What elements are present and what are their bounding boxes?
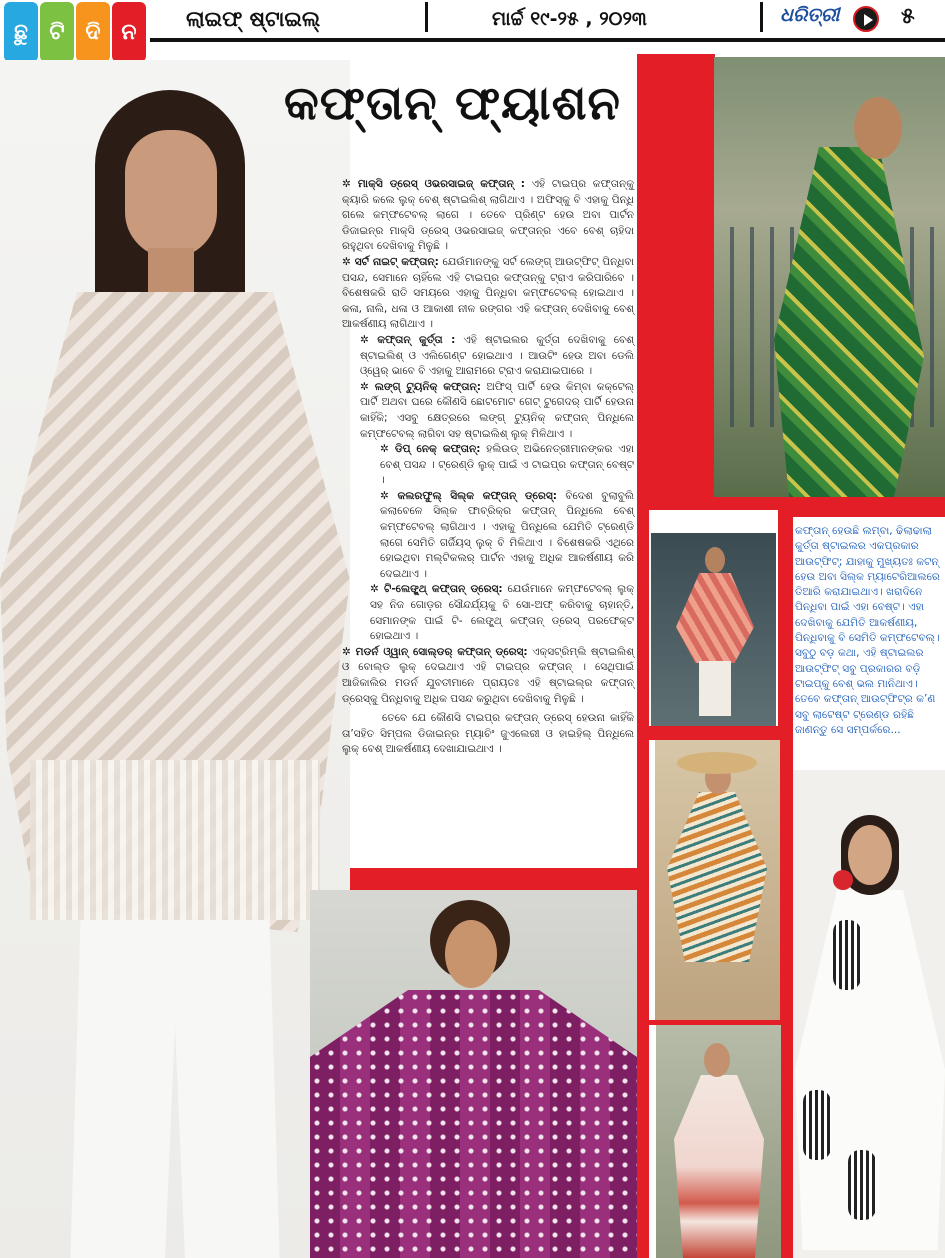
play-icon — [853, 6, 879, 32]
header-rule — [150, 38, 945, 42]
logo-tile: ଦି — [76, 2, 110, 62]
article-paragraph: ✲ ମଡର୍ନ ଓ୍ୱାନ୍ ସୋଲ୍ଡର୍ କଫ୍‌ତାନ୍ ଡ୍ରେସ୍: ଏକ୍ସଟ୍ରିମ୍ଲି ଷ୍ଟାଇଲିଶ୍ ଓ ବୋଲ୍ଡ ଲୁକ୍ ଦେଇଥାଏ ଏହି ଟାଇପ୍‌ର କଫ୍‌ତାନ୍ । ସେଥିପାଇଁ ଆଜିକାଲିର ମଡର୍ନ ଯୁବତୀମାନେ ପ୍ରାୟତଃ ଏହି ଷ୍ଟାଇଲ୍‌ର କଫ୍‌ତାନ୍ ଡ୍ରେସ୍‌କୁ ପିନ୍ଧିବାକୁ ଅଧିକ ପସନ୍ଦ କରୁଥିବା ଦେଖିବାକୁ ମିଳୁଛି । — [342, 645, 634, 705]
logo-tile: ଟି — [40, 2, 74, 62]
logo-tile: ନ — [112, 2, 146, 62]
publisher-brand: ଧରିତ୍ରୀ — [780, 4, 840, 26]
logo-tile: ଛୁ — [4, 2, 38, 62]
paragraph-text: ହଲିଉଡ୍ ଅଭିନେତ୍ରୀମାନଙ୍କର ଏହା ବେଶ୍ ପସନ୍ଦ । ଟ୍ରେଣ୍ଡି ଲୁକ୍ ପାଇଁ ଏ ଟାଇପ୍‌ର କଫ୍‌ତାନ୍ ବେଷ୍ଟ । — [380, 443, 634, 487]
paragraph-lead: ସର୍ଟ ନାଇଟ୍ କଫ୍‌ତାନ୍: — [354, 255, 439, 268]
paragraph-text: ଯେଉଁମାନେ କମ୍ଫଟେବଲ୍ ଲୁକ୍ ସହ ନିଜ ଗୋଡ଼ର ସୌନ୍ଦର୍ଯ୍ୟକୁ ବି ସୋ-ଅଫ୍ କରିବାକୁ ଚାହାନ୍ତି, ସେମାନଙ୍କ ପାଇଁ ଟି- ଲେଙ୍ଗ୍ଥ୍ କଫ୍‌ତାନ୍ ଡ୍ରେସ୍ ପରଫେକ୍ଟ ହୋଇଥାଏ । — [370, 583, 634, 643]
article-paragraph: ✲ ସର୍ଟ ନାଇଟ୍ କଫ୍‌ତାନ୍: ଯେଉଁମାନଙ୍କୁ ସର୍ଟ ଲେଙ୍ଗ୍ ଆଉଟ୍‌ଫିଟ୍ ପିନ୍ଧିବା ପସନ୍ଦ, ସେମାନେ ଚାହିଁଲେ ଏହି ଟାଇପ୍‌ର କଫ୍‌ତାନ୍‌କୁ ଟ୍ରାଏ କରିପାରିବେ । ବିଶେଷକରି ରାତି ସମୟରେ ଏହାକୁ ପିନ୍ଧିବା କମ୍ଫଟେବଲ୍ ହୋଇଥାଏ । କଳା, ନାଲି, ଧଳା ଓ ଆକାଶୀ ନୀଳ ରଙ୍ଗର ଏହି କଫ୍‌ତାନ୍ ଦେଖିବାକୁ ବେଶ୍ ଆକର୍ଷଣୀୟ ଲାଗିଥାଏ । — [342, 255, 634, 331]
paragraph-lead: କଫ୍‌ତାନ୍ କୁର୍ତ୍ତା : — [377, 333, 456, 346]
issue-date: ମାର୍ଚ୍ଚ ୧୯-୨୫ , ୨୦୨୩ — [492, 8, 647, 30]
paragraph-text: ଏହି ଟାଇପ୍‌ର କଫ୍‌ତାନ୍‌କୁ କ୍ୟାରି କଲେ ଲୁକ୍ ବେଶ୍ ଷ୍ଟାଇଲିଶ୍ ଲାଗିଥାଏ । ଅଫିସ୍‌କୁ ବି ଏହାକୁ ପିନ୍ଧି ଗଲେ କମ୍ଫଟେବଲ୍ ଲାଗେ । ତେବେ ପ୍ରିଣ୍ଟ ହେଉ ଅବା ପାର୍ଟନ ଡିଜାଇନ୍‌ର ମାକ୍ସି ଡ୍ରେସ୍ ଓଭରସାଇଜ୍ କଫ୍‌ତାନ୍‌ର ଏବେ ବେଶ୍ ଚାହିଦା ରହୁଥିବା ଦେଖିବାକୁ ମିଳୁଛି । — [342, 178, 634, 253]
header-divider — [425, 2, 428, 32]
paragraph-lead: କଲରଫୁଲ୍ ସିଲ୍କ କଫ୍‌ତାନ୍ ଡ୍ରେସ୍: — [397, 489, 557, 502]
paragraph-lead: ଲଙ୍ଗ୍ ଟ୍ୟୁନିକ୍ କଫ୍‌ତାନ୍: — [374, 380, 481, 393]
article-paragraph: ✲ ଟି-ଲେଙ୍ଗ୍ଥ୍ କଫ୍‌ତାନ୍ ଡ୍ରେସ୍: ଯେଉଁମାନେ କମ୍ଫଟେବଲ୍ ଲୁକ୍ ସହ ନିଜ ଗୋଡ଼ର ସୌନ୍ଦର୍ଯ୍ୟକୁ ବି ସୋ-ଅଫ୍ କରିବାକୁ ଚାହାନ୍ତି, ସେମାନଙ୍କ ପାଇଁ ଟି- ଲେଙ୍ଗ୍ଥ୍ କଫ୍‌ତାନ୍ ଡ୍ରେସ୍ ପରଫେକ୍ଟ ହୋଇଥାଏ । — [370, 583, 634, 643]
section-title: ଲାଇଫ୍ ଷ୍ଟାଇଲ୍ — [186, 7, 321, 31]
pink-kaftan-photo — [656, 1025, 781, 1258]
header-divider — [760, 2, 763, 32]
article-paragraph: ✲ କଫ୍‌ତାନ୍ କୁର୍ତ୍ତା : ଏହି ଷ୍ଟାଇଲର କୁର୍ତ୍ତା ଦେଖିବାକୁ ବେଶ୍ ଷ୍ଟାଇଲିଶ୍ ଓ ଏଲିଗେଣ୍ଟ ହୋଇଥାଏ । ଆଉଟିଂ ହେଉ ଅବା ଡେଲି ଓ୍ୱେର୍ ଭାବେ ବି ଏହାକୁ ଆରାମରେ ଟ୍ରାଏ କରାଯାଇପାରେ । — [360, 333, 634, 378]
intro-sidebar: କଫ୍‌ତାନ୍ ହେଉଛି ଲମ୍ବା, ଢିଲାଢାଲା କୁର୍ତ୍ତା ଷ୍ଟାଇଲର ଏକପ୍ରକାର ଆଉଟ୍‌ଫିଟ୍; ଯାହାକୁ ମୁଖ୍ୟତଃ କଟନ୍ ହେଉ ଅବା ସିଲ୍କ ମ୍ୟାଟେରିଆଲରେ ତିଆରି କରାଯାଇଥାଏ। ଖରାଦିନେ ପିନ୍ଧିବା ପାଇଁ ଏହା ବେଷ୍ଟ। ଏହା ଦେଖିବାକୁ ଯେମିତି ଆକର୍ଷଣୀୟ, ପିନ୍ଧିବାକୁ ବି ସେମିତି କମ୍ଫଟେବଲ୍। ସବୁଠୁ ବଡ଼ କଥା, ଏହି ଷ୍ଟାଇଲର ଆଉଟ୍‌ଫିଟ୍ ସବୁ ପ୍ରକାରର ବଡ଼ି ଟାଇପ୍‌କୁ ବେଶ୍ ଭଲ ମାନିଥାଏ। ତେବେ କଫ୍‌ତାନ୍ ଆଉଟ୍‌ଫିଟ୍‌ର କ’ଣ ସବୁ ଲାଟେଷ୍ଟ ଟ୍ରେଣ୍ଡ ରହିଛି ଜାଣନ୍ତୁ ସେ ସମ୍ପର୍କରେ... — [795, 525, 940, 736]
paragraph-text: ଅଫିସ୍ ପାର୍ଟି ହେଉ କିମ୍ବା କକ୍‌ଟେଲ୍ ପାର୍ଟି ଅଥବା ଘରେ କୌଣସି ଛୋଟମୋଟ ଗେଟ୍ ଟୁଗେଦର୍ ପାର୍ଟି ହେଉନା କାହିଁକି; ଏସବୁ କ୍ଷେତ୍ରରେ ଲଙ୍ଗ୍ ଟ୍ୟୁନିକ୍ କଫ୍‌ତାନ୍ ପିନ୍ଧିଲେ କମ୍ଫଟେବଲ୍ ଲାଗିବା ସହ ଷ୍ଟାଇଲିଶ୍ ଲୁକ୍ ମିଳିଥାଏ । — [360, 380, 634, 440]
article-paragraph: ✲ କଲରଫୁଲ୍ ସିଲ୍କ କଫ୍‌ତାନ୍ ଡ୍ରେସ୍: ବିଦେଶ ବୁଲାବୁଲି କଲାବେଳେ ସିଲ୍କ ଫାବ୍ରିକ୍‌ର କଫ୍‌ତାନ୍ ପିନ୍ଧିଲେ ବେଶ୍ କମ୍ଫଟେବଲ୍ ଲାଗିଥାଏ । ଏହାକୁ ପିନ୍ଧିଲେ ଯେମିତି ଟ୍ରେଣ୍ଡି ଲାଗେ ସେମିତି ଗର୍ଜିୟସ୍ ଲୁକ୍ ବି ମିଳିଥାଏ । ବିଶେଷକରି ଏଥିରେ ହୋଇଥିବା ମଲ୍ଟିକଲର୍ ପାର୍ଟନ ଏହାକୁ ଅଧିକ ଆକର୍ଷଣୀୟ କରି ଦେଇଥାଏ । — [380, 489, 634, 580]
paragraph-text: ବିଦେଶ ବୁଲାବୁଲି କଲାବେଳେ ସିଲ୍କ ଫାବ୍ରିକ୍‌ର କଫ୍‌ତାନ୍ ପିନ୍ଧିଲେ ବେଶ୍ କମ୍ଫଟେବଲ୍ ଲାଗିଥାଏ । ଏହାକୁ ପିନ୍ଧିଲେ ଯେମିତି ଟ୍ରେଣ୍ଡି ଲାଗେ ସେମିତି ଗର୍ଜିୟସ୍ ଲୁକ୍ ବି ମିଳିଥାଏ । ବିଶେଷକରି ଏଥିରେ ହୋଇଥିବା ମଲ୍ଟିକଲର୍ ପାର୍ଟନ ଏହାକୁ ଅଧିକ ଆକର୍ଷଣୀୟ କରି ଦେଇଥାଏ । — [380, 489, 634, 580]
paragraph-text: ଏହି ଷ୍ଟାଇଲର କୁର୍ତ୍ତା ଦେଖିବାକୁ ବେଶ୍ ଷ୍ଟାଇଲିଶ୍ ଓ ଏଲିଗେଣ୍ଟ ହୋଇଥାଏ । ଆଉଟିଂ ହେଉ ଅବା ଡେଲି ଓ୍ୱେର୍ ଭାବେ ବି ଏହାକୁ ଆରାମରେ ଟ୍ରାଏ କରାଯାଇପାରେ । — [360, 333, 634, 378]
paragraph-text: ଯେଉଁମାନଙ୍କୁ ସର୍ଟ ଲେଙ୍ଗ୍ ଆଉଟ୍‌ଫିଟ୍ ପିନ୍ଧିବା ପସନ୍ଦ, ସେମାନେ ଚାହିଁଲେ ଏହି ଟାଇପ୍‌ର କଫ୍‌ତାନ୍‌କୁ ଟ୍ରାଏ କରିପାରିବେ । ବିଶେଷକରି ରାତି ସମୟରେ ଏହାକୁ ପିନ୍ଧିବା କମ୍ଫଟେବଲ୍ ହୋଇଥାଏ । କଳା, ନାଲି, ଧଳା ଓ ଆକାଶୀ ନୀଳ ରଙ୍ଗର ଏହି କଫ୍‌ତାନ୍ ଦେଖିବାକୁ ବେଶ୍ ଆକର୍ଷଣୀୟ ଲାଗିଥାଏ । — [342, 255, 634, 331]
white-kaftan-photo — [793, 770, 945, 1258]
red-frame — [793, 497, 945, 517]
paragraph-lead: ମଡର୍ନ ଓ୍ୱାନ୍ ସୋଲ୍ଡର୍ କଫ୍‌ତାନ୍ ଡ୍ରେସ୍: — [355, 645, 528, 658]
brand-logo — [4, 2, 146, 62]
article-title: କଫ୍‌ତାନ୍ ଫ୍ୟାଶନ — [284, 76, 621, 131]
main-model-photo — [0, 60, 350, 1258]
paragraph-text: ଏକ୍ସଟ୍ରିମ୍ଲି ଷ୍ଟାଇଲିଶ୍ ଓ ବୋଲ୍ଡ ଲୁକ୍ ଦେଇଥାଏ ଏହି ଟାଇପ୍‌ର କଫ୍‌ତାନ୍ । ସେଥିପାଇଁ ଆଜିକାଲିର ମଡର୍ନ ଯୁବତୀମାନେ ପ୍ରାୟତଃ ଏହି ଷ୍ଟାଇଲ୍‌ର କଫ୍‌ତାନ୍ ଡ୍ରେସ୍‌କୁ ପିନ୍ଧିବାକୁ ଅଧିକ ପସନ୍ଦ କରୁଥିବା ଦେଖିବାକୁ ମିଳୁଛି । — [342, 645, 634, 705]
article-paragraph: ✲ ଡିପ୍ ନେକ୍ କଫ୍‌ତାନ୍: ହଲିଉଡ୍ ଅଭିନେତ୍ରୀମାନଙ୍କର ଏହା ବେଶ୍ ପସନ୍ଦ । ଟ୍ରେଣ୍ଡି ଲୁକ୍ ପାଇଁ ଏ ଟାଇପ୍‌ର କଫ୍‌ତାନ୍ ବେଷ୍ଟ । — [380, 443, 634, 487]
page-header — [0, 0, 945, 46]
paragraph-lead: ଡିପ୍ ନେକ୍ କଫ୍‌ତାନ୍: — [394, 443, 481, 456]
rose-kaftan-photo — [651, 533, 776, 726]
page-number: ୫ — [901, 4, 915, 29]
paragraph-lead: ମାକ୍ସି ଡ୍ରେସ୍ ଓଭରସାଇଜ୍ କଫ୍‌ତାନ୍ : — [357, 178, 525, 190]
article-paragraph: ✲ ଲଙ୍ଗ୍ ଟ୍ୟୁନିକ୍ କଫ୍‌ତାନ୍: ଅଫିସ୍ ପାର୍ଟି ହେଉ କିମ୍ବା କକ୍‌ଟେଲ୍ ପାର୍ଟି ଅଥବା ଘରେ କୌଣସି ଛୋଟମୋଟ ଗେଟ୍ ଟୁଗେଦର୍ ପାର୍ଟି ହେଉନା କାହିଁକି; ଏସବୁ କ୍ଷେତ୍ରରେ ଲଙ୍ଗ୍ ଟ୍ୟୁନିକ୍ କଫ୍‌ତାନ୍ ପିନ୍ଧିଲେ କମ୍ଫଟେବଲ୍ ଲାଗିବା ସହ ଷ୍ଟାଇଲିଶ୍ ଲୁକ୍ ମିଳିଥାଏ । — [360, 380, 634, 440]
purple-kaftan-photo — [310, 890, 637, 1258]
red-frame — [350, 868, 640, 890]
article-paragraph: ✲ ମାକ୍ସି ଡ୍ରେସ୍ ଓଭରସାଇଜ୍ କଫ୍‌ତାନ୍ : ଏହି ଟାଇପ୍‌ର କଫ୍‌ତାନ୍‌କୁ କ୍ୟାରି କଲେ ଲୁକ୍ ବେଶ୍ ଷ୍ଟାଇଲିଶ୍ ଲାଗିଥାଏ । ଅଫିସ୍‌କୁ ବି ଏହାକୁ ପିନ୍ଧି ଗଲେ କମ୍ଫଟେବଲ୍ ଲାଗେ । ତେବେ ପ୍ରିଣ୍ଟ ହେଉ ଅବା ପାର୍ଟନ ଡିଜାଇନ୍‌ର ମାକ୍ସି ଡ୍ରେସ୍ ଓଭରସାଇଜ୍ କଫ୍‌ତାନ୍‌ର ଏବେ ବେଶ୍ ଚାହିଦା ରହୁଥିବା ଦେଖିବାକୁ ମିଳୁଛି । — [342, 178, 634, 253]
article-closing: ତେବେ ଯେ କୌଣସି ଟାଇପ୍‌ର କଫ୍‌ତାନ୍ ଡ୍ରେସ୍ ହେଉନା କାହିଁକି ତା’ସହିତ ସିମ୍ପଲ ଡିଜାଇନ୍‌ର ମ୍ୟାଚିଂ ଜୁଏଲେରୀ ଓ ହାଇହିଲ୍ ପିନ୍ଧିଲେ ଲୁକ୍ ବେଶ୍ ଆକର୍ଷଣୀୟ ଦେଖାଯାଇଥାଏ । — [342, 712, 634, 756]
striped-kaftan-photo — [655, 740, 780, 1020]
paragraph-lead: ଟି-ଲେଙ୍ଗ୍ଥ୍ କଫ୍‌ତାନ୍ ଡ୍ରେସ୍: — [384, 583, 503, 596]
green-kaftan-photo — [714, 57, 945, 497]
red-frame — [637, 726, 793, 740]
article-body — [342, 177, 634, 758]
